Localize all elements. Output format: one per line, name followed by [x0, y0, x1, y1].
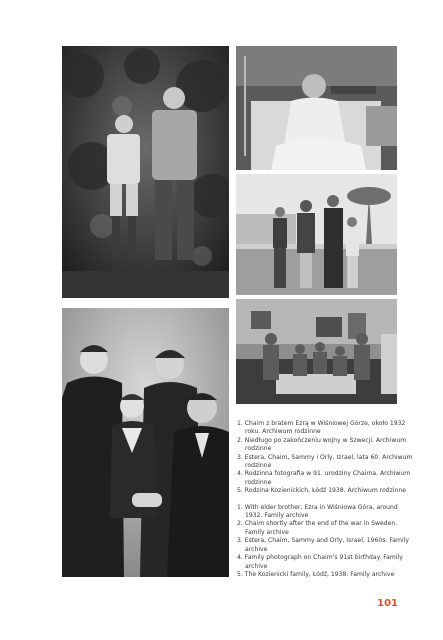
- caption-pl-3: 3. Estera, Chaim, Sammy i Orly, Izrael, lata 60. Archiwum rodzinne: [237, 453, 413, 470]
- caption-en-1: 1. With elder brother, Ezra in Wiśniowa Góra, around 1932. Family archive: [237, 503, 398, 520]
- caption-en-5: 5. The Kozienicki family, Łódź, 1938. Family archive: [237, 570, 395, 578]
- kozienicki-family-portrait: [62, 308, 229, 577]
- captions-polish: [237, 420, 417, 496]
- birthday-living-room-photo: [236, 299, 397, 404]
- hospital-bed-photo: [236, 46, 397, 170]
- caption-pl-4: 4. Rodzinna fotografia w 91. urodziny Chaima. Archiwum rodzinne: [237, 470, 411, 486]
- photo-captions: [237, 420, 417, 579]
- caption-pl-5: 5. Rodzina Kozienickich, Łódź 1938. Archiwum rodzinne: [237, 487, 407, 495]
- brothers-garden-photo: [62, 46, 229, 298]
- captions-english: [237, 504, 417, 580]
- family-israel-photo: [236, 174, 397, 295]
- caption-en-4: 4. Family photograph on Chaim's 91st birthday. Family archive: [237, 554, 403, 570]
- page-number: 101: [377, 598, 398, 609]
- caption-pl-2: 2. Niedługo po zakończeniu wojny w Szwecji. Archiwum rodzinne: [237, 436, 407, 453]
- caption-en-3: 3. Estera, Chaim, Sammy and Orly, Israel, 1960s. Family archive: [237, 537, 409, 553]
- caption-en-2: 2. Chaim shortly after the end of the war in Sweden. Family archive: [237, 520, 398, 536]
- caption-pl-1: 1. Chaim z bratem Ezrą w Wiśniowej Górze, około 1932 roku. Archiwum rodzinne: [237, 420, 406, 436]
